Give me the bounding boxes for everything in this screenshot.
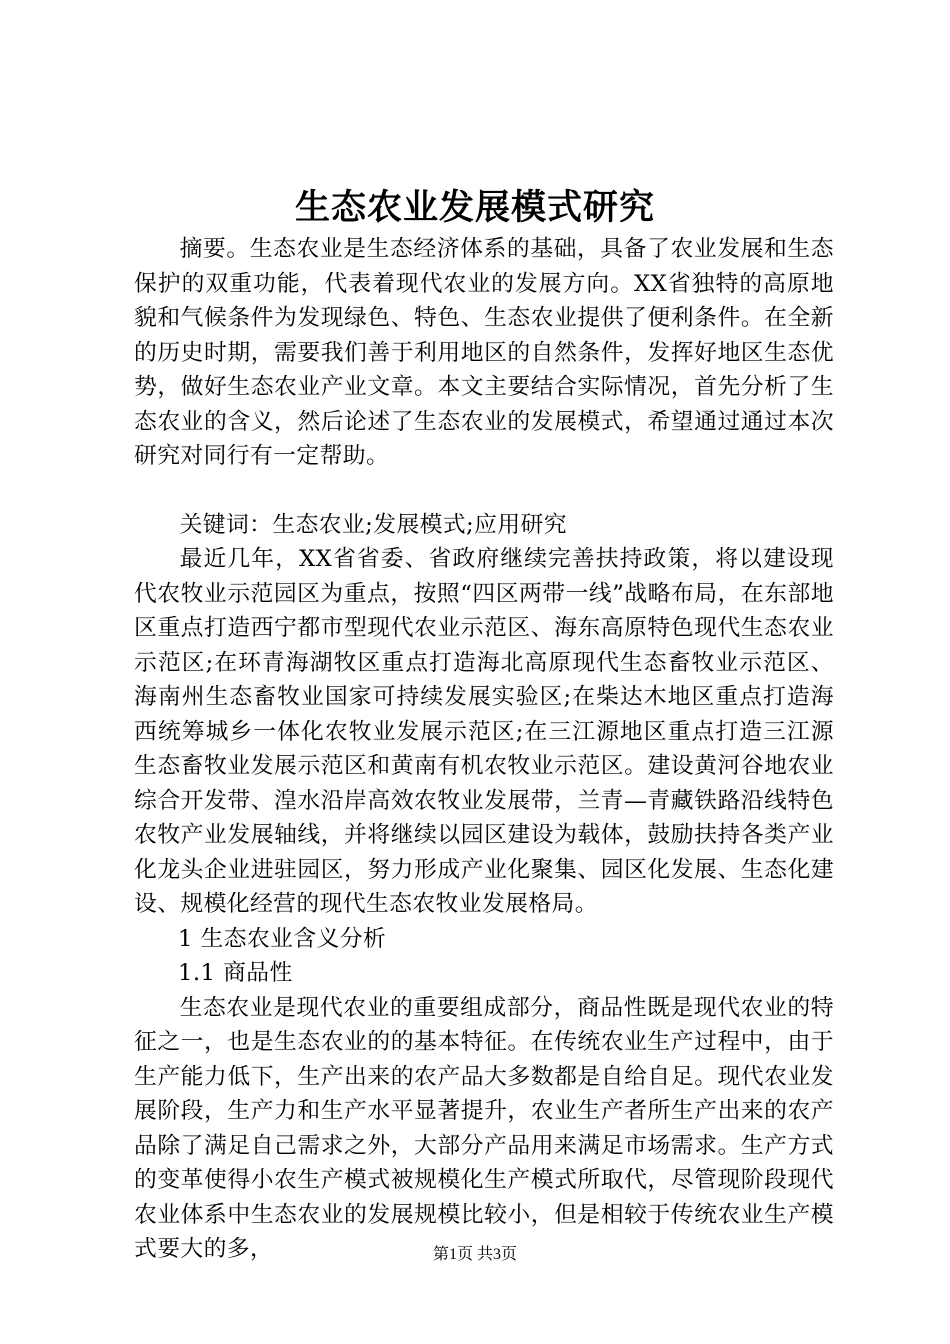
document-title: 生态农业发展模式研究 bbox=[294, 187, 655, 228]
document-body bbox=[134, 232, 834, 1267]
page-number: 第1页 共3页 bbox=[432, 1246, 517, 1263]
section-body-paragraph: 生态农业是现代农业的重要组成部分，商品性既是现代农业的特征之一，也是生态农业的的基本特征。在传统农业生产过程中，由于生产能力低下，生产出来的农产品大多数都是自给自足。现代农业发展阶段，生产力和生产水平显著提升，农业生产者所生产出来的农产品除了满足自己需求之外，大部分产品用来满足市场需求。生产方式的变革使得小农生产模式被规模化生产模式所取代，尽管现阶段现代农业体系中生态农业的发展规模比较小，但是相较于传统农业生产模式要大的多， bbox=[134, 994, 834, 1262]
keywords-line: 关键词：生态农业;发展模式;应用研究 bbox=[179, 511, 567, 538]
intro-paragraph: 最近几年，XX省省委、省政府继续完善扶持政策，将以建设现代农牧业示范园区为重点，按照“四区两带一线”战略布局，在东部地区重点打造西宁都市型现代农业示范区、海东高原特色现代生态农业示范区;在环青海湖牧区重点打造海北高原现代生态畜牧业示范区、海南州生态畜牧业国家可持续发展实验区;在柴达木地区重点打造海西统筹城乡一体化农牧业发展示范区;在三江源地区重点打造三江源生态畜牧业发展示范区和黄南有机农牧业示范区。建设黄河谷地农业综合开发带、湟水沿岸高效农牧业发展带，兰青—青藏铁路沿线特色农牧产业发展轴线，并将继续以园区建设为载体，鼓励扶持各类产业化龙头企业进驻园区，努力形成产业化聚集、园区化发展、生态化建设、规模化经营的现代生态农牧业发展格局。 bbox=[134, 546, 834, 917]
section-heading: 1 生态农业含义分析 bbox=[178, 925, 387, 952]
subsection-heading: 1.1 商品性 bbox=[178, 960, 293, 986]
abstract-paragraph: 摘要。生态农业是生态经济体系的基础，具备了农业发展和生态保护的双重功能，代表着现代农业的发展方向。XX省独特的高原地貌和气候条件为发现绿色、特色、生态农业提供了便利条件。在全新的历史时期，需要我们善于利用地区的自然条件，发挥好地区生态优势，做好生态农业产业文章。本文主要结合实际情况，首先分析了生态农业的含义，然后论述了生态农业的发展模式，希望通过通过本次研究对同行有一定帮助。 bbox=[134, 236, 834, 469]
